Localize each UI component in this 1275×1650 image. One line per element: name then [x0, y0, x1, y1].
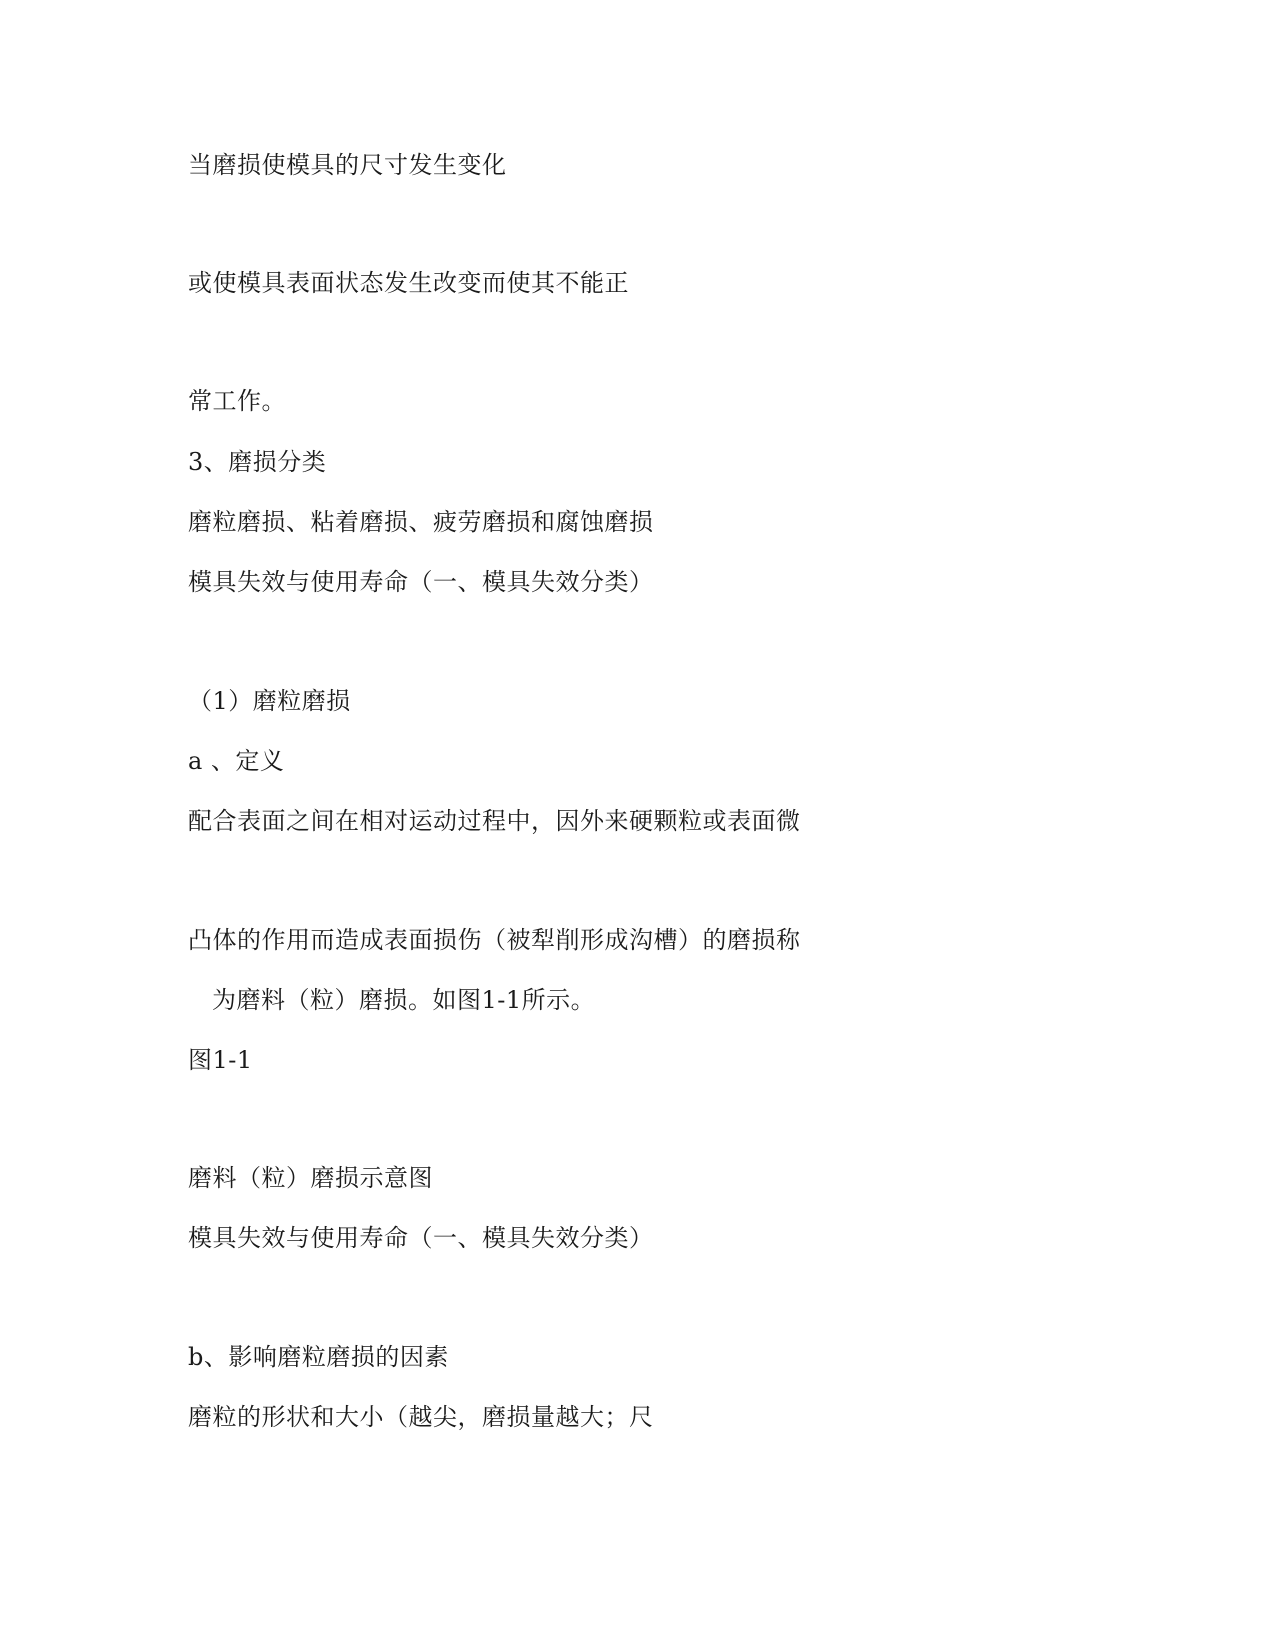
section-heading: 3、磨损分类: [188, 448, 327, 476]
text-line: 为磨料（粒）磨损。如图1-1所示。: [212, 986, 596, 1014]
header-line: 模具失效与使用寿命（一、模具失效分类）: [188, 568, 654, 596]
figure-caption: 磨料（粒）磨损示意图: [188, 1164, 433, 1192]
figure-label: 图1-1: [188, 1046, 253, 1074]
text-line: 配合表面之间在相对运动过程中，因外来硬颗粒或表面微: [188, 807, 801, 835]
text-line: 当磨损使模具的尺寸发生变化: [188, 151, 507, 179]
item-heading: b、影响磨粒磨损的因素: [188, 1343, 449, 1371]
text-line: 或使模具表面状态发生改变而使其不能正: [188, 269, 629, 297]
text-line: 凸体的作用而造成表面损伤（被犁削形成沟槽）的磨损称: [188, 926, 801, 954]
item-heading: a 、定义: [188, 747, 285, 775]
subsection-heading: （1）磨粒磨损: [188, 687, 351, 715]
text-line: 常工作。: [188, 387, 286, 415]
header-line: 模具失效与使用寿命（一、模具失效分类）: [188, 1224, 654, 1252]
text-line: 磨粒的形状和大小（越尖，磨损量越大；尺: [188, 1403, 654, 1431]
text-line: 磨粒磨损、粘着磨损、疲劳磨损和腐蚀磨损: [188, 508, 654, 536]
